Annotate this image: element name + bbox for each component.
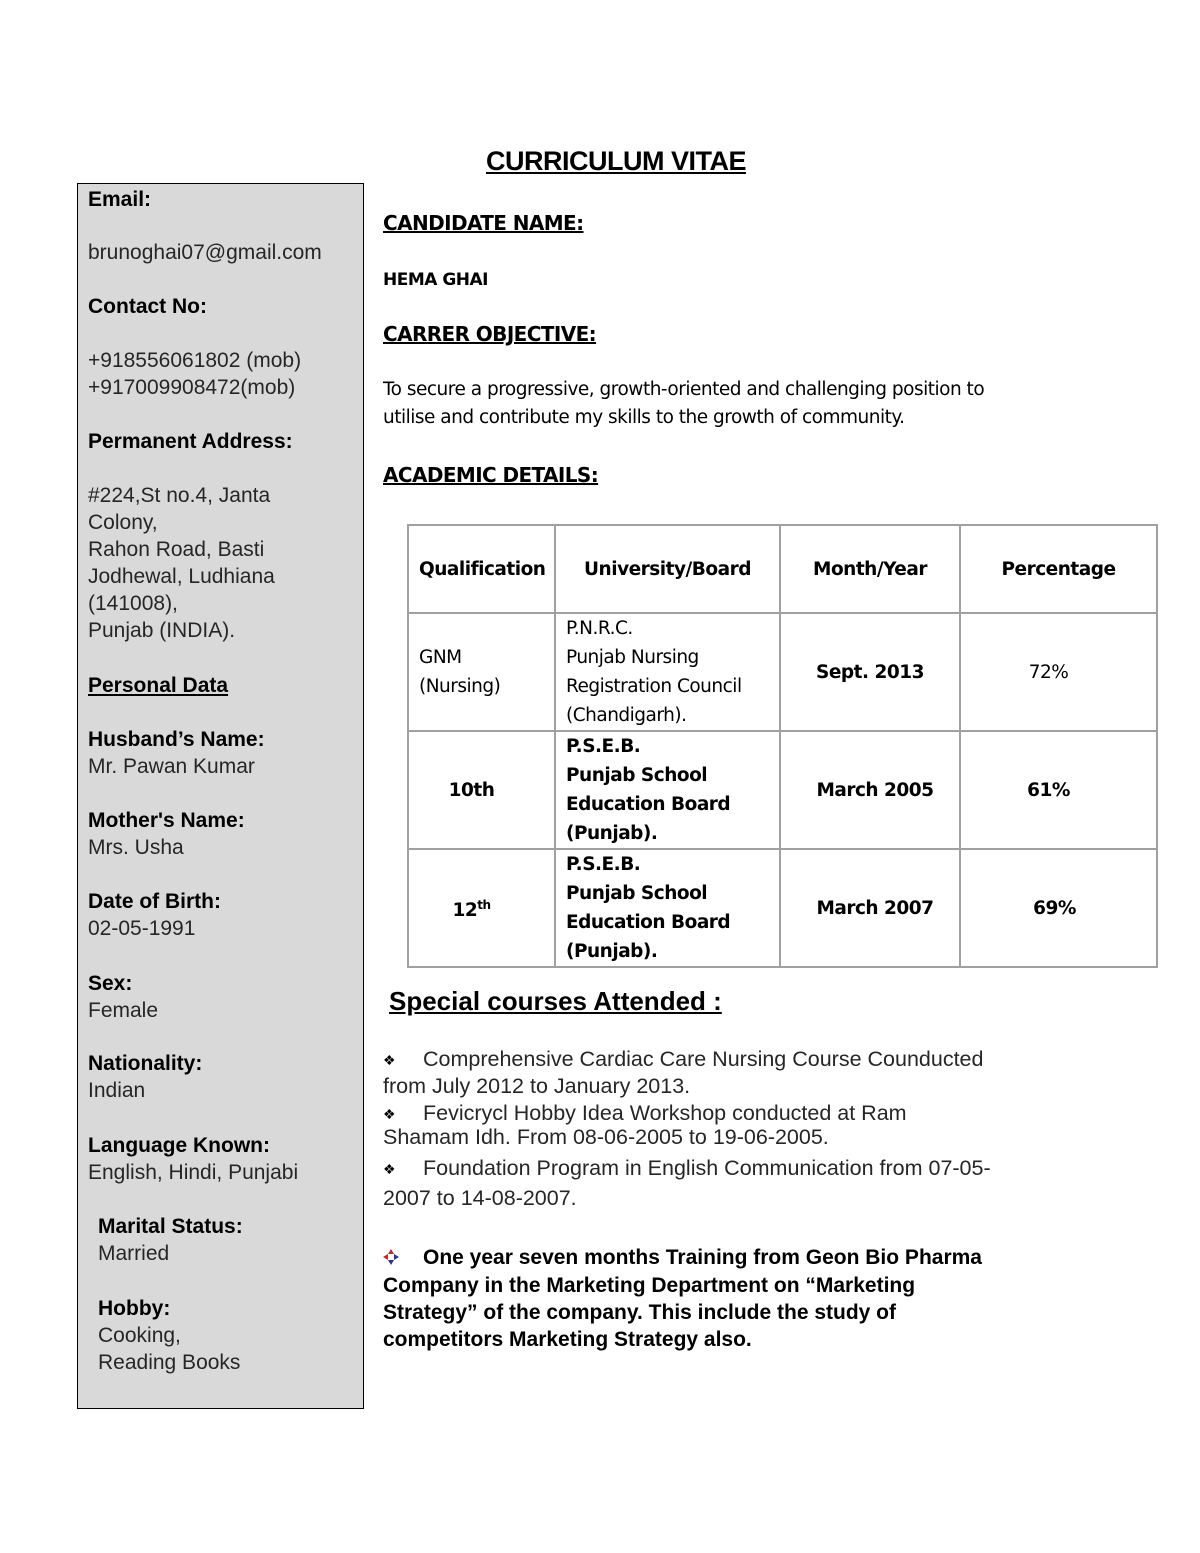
- training-block: [383, 1244, 982, 1353]
- month-year-cell: March 2005: [780, 731, 960, 849]
- phone-2: +917009908472(mob): [88, 376, 296, 399]
- col-header-qualification: Qualification: [408, 525, 555, 613]
- marital-value: Married: [98, 1242, 170, 1265]
- career-objective-heading: CARRER OBJECTIVE:: [383, 322, 597, 346]
- table-row: [408, 613, 1157, 731]
- husband-label: Husband’s Name:: [88, 728, 265, 751]
- board-line: (Punjab).: [566, 941, 658, 962]
- hobby-line: Reading Books: [98, 1351, 241, 1374]
- board-line: (Chandigarh).: [566, 705, 687, 726]
- col-header-board: University/Board: [555, 525, 780, 613]
- board-line: Punjab School: [566, 765, 708, 786]
- month-year-cell: March 2007: [780, 849, 960, 967]
- language-value: English, Hindi, Punjabi: [88, 1161, 299, 1184]
- academic-details-heading: ACADEMIC DETAILS:: [383, 463, 599, 487]
- course-item: [383, 1155, 991, 1183]
- dob-value: 02-05-1991: [88, 917, 196, 940]
- board-line: Registration Council: [566, 676, 742, 697]
- board-line: Punjab Nursing: [566, 647, 699, 668]
- address-line: Punjab (INDIA).: [88, 619, 236, 642]
- address-label: Permanent Address:: [88, 430, 293, 453]
- diamond-bullet-icon: ❖: [383, 1105, 396, 1122]
- page-title: CURRICULUM VITAE: [486, 146, 746, 176]
- board-line: (Punjab).: [566, 823, 658, 844]
- course-line: Foundation Program in English Communication from 07-05-: [423, 1156, 991, 1180]
- candidate-name: HEMA GHAI: [383, 270, 488, 290]
- address-line: Colony,: [88, 511, 158, 534]
- course-line: from July 2012 to January 2013.: [383, 1074, 691, 1098]
- diamond-bullet-icon: ❖: [383, 1051, 396, 1068]
- qualification-superscript: th: [477, 897, 491, 912]
- course-line: Comprehensive Cardiac Care Nursing Course Counducted: [423, 1047, 984, 1071]
- mother-value: Mrs. Usha: [88, 836, 184, 859]
- objective-line: To secure a progressive, growth-oriented and challenging position to: [383, 379, 985, 400]
- course-line: Shamam Idh. From 08-06-2005 to 19-06-2005.: [383, 1125, 829, 1149]
- email-value: brunoghai07@gmail.com: [88, 241, 322, 264]
- board-line: P.S.E.B.: [566, 736, 641, 757]
- board-cell: [555, 849, 780, 967]
- percentage-cell: 72%: [960, 613, 1157, 731]
- percentage-cell: 69%: [960, 849, 1157, 967]
- dob-label: Date of Birth:: [88, 890, 221, 913]
- husband-value: Mr. Pawan Kumar: [88, 755, 255, 778]
- nationality-value: Indian: [88, 1079, 146, 1102]
- training-line: [383, 1244, 982, 1272]
- table-row: [408, 849, 1157, 967]
- col-header-percentage: Percentage: [960, 525, 1157, 613]
- diamond-bullet-icon: ❖: [383, 1160, 396, 1177]
- candidate-name-heading: CANDIDATE NAME:: [383, 211, 584, 235]
- training-line: competitors Marketing Strategy also.: [383, 1327, 752, 1351]
- training-text: One year seven months Training from Geon Bio Pharma: [423, 1246, 982, 1269]
- sex-label: Sex:: [88, 972, 133, 995]
- table-row: [408, 731, 1157, 849]
- objective-line: utilise and contribute my skills to the growth of community.: [383, 407, 905, 428]
- address-line: #224,St no.4, Janta: [88, 484, 271, 507]
- qualification-cell: 10th: [408, 731, 555, 849]
- marital-label: Marital Status:: [98, 1215, 243, 1238]
- address-line: Jodhewal, Ludhiana: [88, 565, 275, 588]
- course-item: [383, 1046, 983, 1074]
- col-header-month-year: Month/Year: [780, 525, 960, 613]
- qualification-value: GNM (Nursing): [419, 647, 501, 697]
- address-line: Rahon Road, Basti: [88, 538, 265, 561]
- percentage-cell: 61%: [960, 731, 1157, 849]
- hobby-line: Cooking,: [98, 1324, 181, 1347]
- hobby-label: Hobby:: [98, 1297, 171, 1320]
- course-line: 2007 to 14-08-2007.: [383, 1186, 577, 1210]
- personal-data-heading: Personal Data: [88, 674, 229, 697]
- board-cell: [555, 731, 780, 849]
- qualification-value: 12: [452, 900, 478, 922]
- nationality-label: Nationality:: [88, 1052, 203, 1075]
- course-line: Fevicrycl Hobby Idea Workshop conducted at Ram: [423, 1101, 907, 1125]
- qualification-cell: [408, 849, 555, 967]
- special-courses-heading: Special courses Attended :: [389, 986, 722, 1016]
- board-line: Punjab School: [566, 883, 708, 904]
- language-label: Language Known:: [88, 1134, 270, 1157]
- board-line: Education Board: [566, 794, 731, 815]
- academic-table: [407, 524, 1158, 968]
- board-line: P.S.E.B.: [566, 854, 641, 875]
- email-label: Email:: [88, 188, 152, 211]
- address-line: (141008),: [88, 592, 178, 615]
- sex-value: Female: [88, 999, 159, 1022]
- month-year-cell: Sept. 2013: [780, 613, 960, 731]
- contact-label: Contact No:: [88, 295, 207, 318]
- training-line: Strategy” of the company. This include the study of: [383, 1300, 897, 1324]
- table-header-row: [408, 525, 1157, 613]
- qualification-cell: [408, 613, 555, 731]
- board-line: P.N.R.C.: [566, 618, 633, 639]
- mother-label: Mother's Name:: [88, 809, 245, 832]
- board-line: Education Board: [566, 912, 731, 933]
- training-line: Company in the Marketing Department on “Marketing: [383, 1273, 916, 1297]
- four-arrow-bullet-icon: [383, 1245, 423, 1272]
- board-cell: [555, 613, 780, 731]
- phone-1: +918556061802 (mob): [88, 349, 302, 372]
- sidebar-panel: [77, 183, 364, 1409]
